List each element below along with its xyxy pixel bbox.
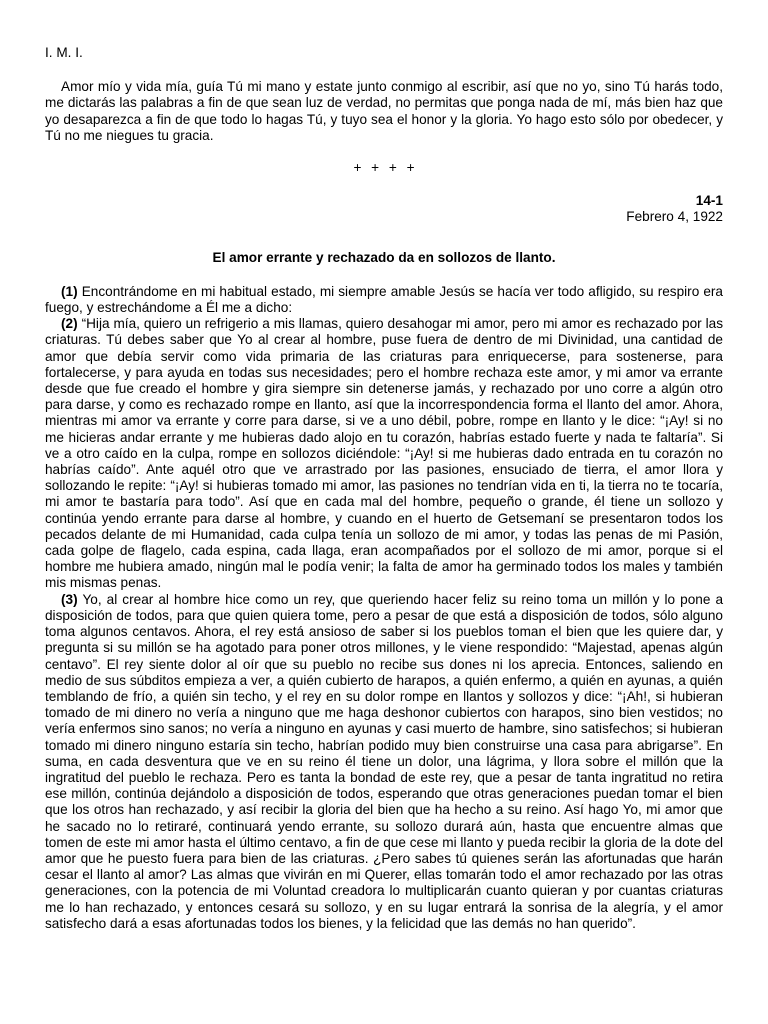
chapter-title: El amor errante y rechazado da en sollozos de llanto. — [212, 249, 556, 265]
paragraph-text: Yo, al crear al hombre hice como un rey, que queriendo hacer feliz su reino toma un millón y lo pone a disposición de todos, para que quien quiera tome, pero a pesar de que está a disposición de todos, sólo alguno toma algunos centavos. Ahora, el rey está ansioso de saber si los pueblos toman el bien que les quiere dar, y pregunta si su millón se ha agotado para poner otros millones, y le viene respondido: “Majestad, apenas algún centavo”. El rey siente dolor al oír que su pueblo no recibe sus dones ni los aprecia. Entonces, saliendo en medio de sus súbditos empieza a ver, a quién cubierto de harapos, a quién enfermo, a quién en ayunas, a quién temblando de frío, a quién sin techo, y el rey en su dolor rompe en llantos y sollozos y dice: “¡Ah!, si hubieran tomado de mi dinero no vería a ninguno que me haga deshonor cubiertos con harapos, sino bien vestidos; no vería enfermos sino sanos; no vería a ninguno en ayunas y casi muerto de hambre, sino satisfechos; si hubieran tomado mi dinero ninguno estaría sin techo, habrían podido muy bien construirse una casa para abrigarse”. En suma, en cada desventura que ve en su reino él tiene un dolor, una lágrima, y llora sobre el millón que la ingratitud del pueblo le rechaza. Pero es tanta la bondad de este rey, que a pesar de tanta ingratitud no retira ese millón, continúa dejándolo a disposición de todos, esperando que otras generaciones puedan tomar el bien que los otros han rechazado, y así recibir la gloria del bien que ha hecho a su reino. Así hago Yo, mi amor que he sacado no lo retiraré, continuará yendo errante, su sollozo durará aún, hasta que encuentre almas que tomen de este mi amor hasta el último centavo, a fin de que cese mi llanto y pueda recibir la gloria de la dote del amor que he puesto fuera para bien de las criaturas. ¿Pero sabes tú quienes serán las afortunadas que harán cesar el llanto al amor? Las almas que vivirán en mi Querer, ellas tomarán todo el amor rechazado por las otras generaciones, con la potencia de mi Voluntad creadora lo multiplicarán cuanto quieran y por cuantas criaturas me lo han rechazado, y entonces cesará su sollozo, y en su lugar entrará la sonrisa de la alegría, y el amor satisfecho dará a esas afortunadas todos los bienes, y la felicidad que las demás no han querido”. — [45, 591, 724, 931]
paragraph-3 — [45, 592, 723, 932]
header-initials: I. M. I. — [45, 45, 83, 60]
chapter-meta — [45, 193, 723, 225]
paragraph-2 — [45, 316, 723, 591]
section-separator: + + + + — [353, 160, 415, 176]
paragraph-text: “Hija mía, quiero un refrigerio a mis llamas, quiero desahogar mi amor, pero mi amor es rechazado por las criaturas. Tú debes saber que Yo al crear al hombre, puse fuera de dentro de mi Divinidad, una cantidad de amor que debía servir como vida primaria de las criaturas para enriquecerse, para sostenerse, para fortalecerse, y para ayuda en todas sus necesidades; pero el hombre rechaza este amor, y mi amor va errante desde que fue creado el hombre y gira siempre sin detenerse jamás, y rechazado por uno corre a algún otro para darse, y como es rechazado rompe en llanto, así que la incorrespondencia forma el llanto del amor. Ahora, mientras mi amor va errante y corre para darse, si ve a uno débil, pobre, rompe en llanto y le dice: “¡Ay! si no me hicieras andar errante y me hubieras dado alojo en tu corazón, habrías estado fuerte y nada te faltaría”. Si ve a otro caído en la culpa, rompe en sollozos diciéndole: “¡Ay! si me hubieras dado entrada en tu corazón no habrías caído”. Ante aquél otro que ve arrastrado por las pasiones, ensuciado de tierra, el amor llora y sollozando le repite: “¡Ay! si hubieras tomado mi amor, las pasiones no tendrían vida en ti, la tierra no te tocaría, mi amor te bastaría para todo”. Así que en cada mal del hombre, pequeño o grande, él tiene un sollozo y continúa yendo errante para darse al hombre, y cuando en el huerto de Getsemaní se presentaron todos los pecados delante de mi Humanidad, cada culpa tenía un sollozo de mi amor, y todas las penas de mi Pasión, cada golpe de flagelo, cada espina, cada llaga, eran acompañados por el sollozo de mi amor, porque si el hombre me hubiera amado, ningún mal le podía venir; la falta de amor ha germinado todos los males y también mis mismas penas. — [45, 316, 723, 591]
chapter-number: 14-1 — [695, 193, 723, 209]
paragraph-number: (2) — [61, 316, 78, 332]
paragraph-1 — [45, 284, 723, 316]
chapter-date: Febrero 4, 1922 — [626, 209, 723, 225]
paragraph-text: Encontrándome en mi habitual estado, mi siempre amable Jesús se hacía ver todo afligido, su respiro era fuego, y estrechándome a Él me a dicho: — [45, 283, 723, 316]
paragraph-number: (1) — [61, 283, 78, 299]
invocation-prayer: Amor mío y vida mía, guía Tú mi mano y estate junto conmigo al escribir, así que no yo, sino Tú harás todo, me dictarás las palabras a fin de que sean luz de verdad, no permitas que ponga nada de mí, más bien haz que yo desaparezca a fin de que todo lo hagas Tú, y tuyo sea el honor y la gloria. Yo hago esto sólo por obedecer, y Tú no me niegues tu gracia. — [45, 79, 723, 143]
paragraph-number: (3) — [61, 591, 78, 607]
